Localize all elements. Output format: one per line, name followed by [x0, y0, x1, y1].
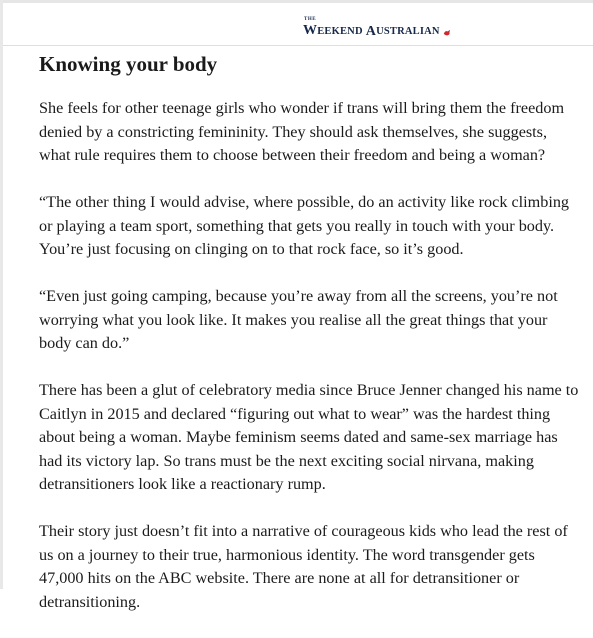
article-body [39, 52, 579, 638]
window-left-edge [0, 0, 3, 589]
red-bird-logo-icon [443, 29, 451, 37]
masthead-letter: A [365, 24, 377, 39]
masthead-prefix: THE [304, 17, 317, 22]
article-paragraph: Their story just doesn’t fit into a narrative of courageous kids who lead the rest of us on a journey to their true, harmonious identity. The word transgender gets 47,000 hits on the ABC website. There are none at all for detransitioner or detransitioning. [39, 522, 568, 611]
masthead-logo[interactable] [303, 19, 451, 39]
masthead-letter: W [303, 23, 318, 38]
article-paragraph: “Even just going camping, because you’re away from all the screens, you’re not worrying what you look like. It makes you realise all the great things that your body can do.” [39, 287, 558, 352]
masthead-letter: USTRALIAN [376, 26, 440, 37]
article-heading: Knowing your body [39, 52, 218, 76]
masthead-letter: EEKEND [317, 26, 363, 37]
article-paragraph: There has been a glut of celebratory media since Bruce Jenner changed his name to Caitlyn in 2015 and declared “figuring out what to wear” was the hardest thing about being a woman. Maybe feminism seems dated and same-sex marriage has had its victory lap. So trans must be the next exciting social nirvana, making detransitioners look like a reactionary rump. [39, 381, 579, 493]
masthead-first-letter-group [303, 17, 318, 39]
article-paragraph: She feels for other teenage girls who wonder if trans will bring them the freedom denied by a constricting femininity. They should ask themselves, she suggests, what rule requires them to choose between their freedom and being a woman? [39, 99, 565, 164]
page-header [3, 3, 593, 46]
article-paragraph: “The other thing I would advise, where possible, do an activity like rock climbing or playing a team sport, something that gets you really in touch with your body. You’re just focusing on clinging on to that rock face, so it’s good. [39, 193, 570, 258]
